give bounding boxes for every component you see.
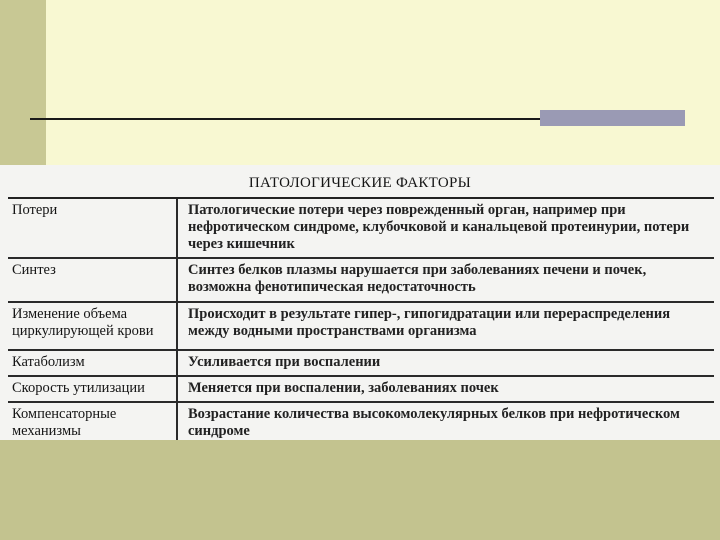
- factor-cell: Компенсаторные механизмы: [8, 403, 178, 444]
- table-heading: ПАТОЛОГИЧЕСКИЕ ФАКТОРЫ: [248, 175, 472, 191]
- table-row: [8, 303, 714, 351]
- scanned-table-image: [0, 165, 720, 440]
- factor-cell: Синтез: [8, 259, 178, 301]
- description-cell: Меняется при воспалении, заболеваниях почек: [188, 380, 499, 396]
- description-cell: Возрастание количества высокомолекулярных белков при нефротическом синдроме: [188, 406, 680, 439]
- table-row: [8, 377, 714, 403]
- description-cell: Синтез белков плазмы нарушается при заболеваниях печени и почек, возможна фенотипическая недостаточность: [188, 262, 647, 295]
- table-row: [8, 351, 714, 377]
- table-row: [8, 199, 714, 259]
- accent-block: [540, 110, 685, 126]
- factor-cell: Катаболизм: [8, 351, 178, 375]
- factor-cell: Скорость утилизации: [8, 377, 178, 401]
- factors-table: [8, 197, 714, 444]
- table-row: [8, 259, 714, 303]
- description-cell: Патологические потери через поврежденный орган, например при нефротическом синдроме, клубочковой и канальцевой протеинурии, потери через кишечник: [188, 202, 690, 252]
- factor-cell: Изменение объема циркулирующей крови: [8, 303, 178, 349]
- left-decorative-band: [0, 0, 46, 165]
- factor-cell: Потери: [8, 199, 178, 257]
- description-cell: Усиливается при воспалении: [188, 354, 381, 370]
- table-row: [8, 403, 714, 444]
- description-cell: Происходит в результате гипер-, гипогидратации или перераспределения между водными пространствами организма: [188, 306, 671, 339]
- bottom-decorative-band: [0, 440, 720, 540]
